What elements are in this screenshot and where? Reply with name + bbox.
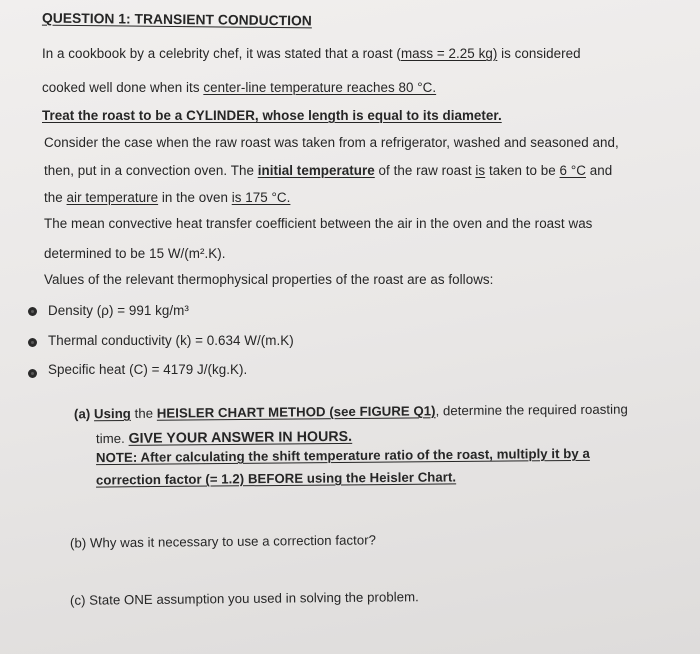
text: taken to be [485,163,560,178]
center-line-temp: center-line temperature reaches 80 °C. [203,80,437,95]
text: Using [93,405,131,422]
property-conductivity: Thermal conductivity (k) = 0.634 W/(m.K) [48,333,294,348]
text: cooked well done when its [42,80,204,95]
air-temp-value: is 175 °C. [231,190,291,205]
intro-line-5 [44,163,612,178]
text: is considered [497,46,581,61]
initial-temp-value: 6 °C [559,163,586,178]
intro-line-9: Values of the relevant thermophysical properties of the roast are as follows: [44,272,494,287]
air-temperature: air temperature [66,190,159,205]
part-b: (b) Why was it necessary to use a correction factor? [69,532,377,551]
part-c: (c) State ONE assumption you used in solving the problem. [69,589,419,608]
bullet-icon [28,369,37,378]
text: time. [95,430,129,447]
intro-line-4: Consider the case when the raw roast was taken from a refrigerator, washed and seasoned and, [44,135,619,150]
text: the [130,405,157,421]
intro-line-1 [42,46,581,61]
note-line-1: NOTE: After calculating the shift temperature ratio of the roast, multiply it by a [95,445,590,466]
bullet-icon [28,307,37,316]
initial-temperature: initial temperature [257,163,375,178]
part-a-line-1 [74,402,628,422]
intro-line-6 [44,190,290,205]
text: the [44,190,67,205]
bullet-icon [28,338,37,347]
intro-line-7: The mean convective heat transfer coefficient between the air in the oven and the roast was [44,216,593,231]
part-a-line-2 [96,429,352,447]
answer-in-hours: GIVE YOUR ANSWER IN HOURS. [128,428,353,447]
note-line-2: correction factor (= 1.2) BEFORE using the Heisler Chart. [95,469,457,488]
property-density: Density (ρ) = 991 kg/m³ [48,303,189,318]
property-specific-heat: Specific heat (C) = 4179 J/(kg.K). [48,362,248,377]
text: In a cookbook by a celebrity chef, it was stated that a roast ( [42,46,401,61]
text: , determine the required roasting [435,401,628,419]
text: then, put in a convection oven. The [44,163,258,178]
mass-value: mass = 2.25 kg) [400,46,498,61]
heisler-method: HEISLER CHART METHOD (see FIGURE Q1) [156,403,436,421]
cylinder-instruction: Treat the roast to be a CYLINDER, whose length is equal to its diameter. [42,108,502,123]
question-title: QUESTION 1: TRANSIENT CONDUCTION [41,10,312,29]
text: is [475,163,486,178]
text: of the raw roast [374,163,476,178]
part-a-label: (a) [73,406,95,422]
text: in the oven [158,190,232,205]
intro-line-2 [42,80,436,95]
text: and [585,163,613,178]
intro-line-8: determined to be 15 W/(m².K). [44,246,226,261]
